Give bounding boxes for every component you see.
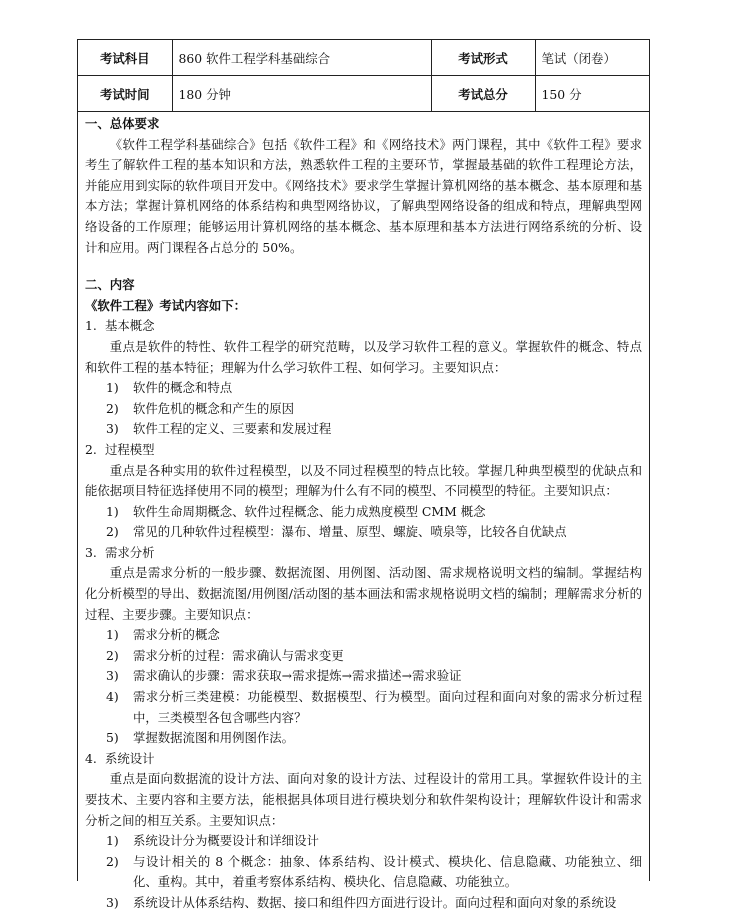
time-label: 考试时间	[78, 76, 172, 112]
knowledge-point	[85, 399, 642, 420]
topic-title: 需求分析	[105, 544, 155, 560]
knowledge-point-text: 系统设计分为概要设计和详细设计	[133, 833, 319, 849]
topic-list	[85, 316, 642, 913]
knowledge-point	[85, 852, 642, 893]
knowledge-point-number: 1)	[106, 503, 119, 519]
knowledge-point	[85, 502, 642, 523]
knowledge-point	[85, 378, 642, 399]
topic-description: 重点是软件的特性、软件工程学的研究范畴，以及学习软件工程的意义。掌握软件的概念、特点和软件工程的基本特征；理解为什么学习软件工程、如何学习。主要知识点：	[85, 338, 642, 375]
topic-heading	[85, 440, 642, 461]
topic-heading	[85, 543, 642, 564]
topic-number: 4.	[85, 750, 97, 766]
knowledge-point-number: 1)	[106, 380, 119, 396]
knowledge-point	[85, 728, 642, 749]
knowledge-point-number: 2)	[106, 400, 119, 416]
knowledge-point	[85, 625, 642, 646]
topic-description: 重点是各种实用的软件过程模型，以及不同过程模型的特点比较。掌握几种典型模型的优缺点和能依据项目特征选择使用不同的模型；理解为什么有不同的模型、不同模型的特征。主要知识点：	[85, 462, 642, 499]
knowledge-point	[85, 666, 642, 687]
score-label: 考试总分	[431, 76, 535, 112]
topic-description: 重点是需求分析的一般步骤、数据流图、用例图、活动图、需求规格说明文档的编制。掌握结构化分析模型的导出、数据流图/用例图/活动图的基本画法和需求规格说明文档的编制；理解需求分析的过程、主要步骤。主要知识点：	[85, 565, 642, 622]
subject-label: 考试科目	[78, 40, 172, 76]
topic-heading	[85, 316, 642, 337]
topic-number: 1.	[85, 318, 97, 334]
knowledge-point-text: 软件危机的概念和产生的原因	[133, 400, 295, 416]
knowledge-point	[85, 893, 642, 914]
knowledge-point-text: 常见的几种软件过程模型：瀑布、增量、原型、螺旋、喷泉等，比较各自优缺点	[133, 524, 567, 540]
topic-title: 基本概念	[105, 318, 155, 334]
knowledge-point-text: 与设计相关的 8 个概念：抽象、体系结构、设计模式、模块化、信息隐藏、功能独立、细化、重构。其中，着重考察体系结构、模块化、信息隐藏、功能独立。	[133, 853, 642, 890]
topic-description: 重点是面向数据流的设计方法、面向对象的设计方法、过程设计的常用工具。掌握软件设计的主要技术、主要内容和主要方法，能根据具体项目进行模块划分和软件架构设计；理解软件设计和需求分析之间的相互关系。主要知识点：	[85, 771, 642, 828]
knowledge-point-number: 4)	[106, 689, 119, 705]
knowledge-point-number: 3)	[106, 421, 119, 437]
syllabus-content	[78, 112, 649, 914]
knowledge-point-number: 5)	[106, 730, 119, 746]
general-requirements-paragraph: 《软件工程学科基础综合》包括《软件工程》和《网络技术》两门课程，其中《软件工程》要求考生了解软件工程的基本知识和方法，熟悉软件工程的主要环节，掌握最基础的软件工程理论方法，并能应用到实际的软件项目开发中。《网络技术》要求学生掌握计算机网络的基本概念、基本原理和基本方法；掌握计算机网络的体系结构和典型网络协议，了解典型网络设备的组成和特点，理解典型网络设备的工作原理；能够运用计算机网络的基本概念、基本原理和基本方法进行网络系统的分析、设计和应用。两门课程各占总分的 50%。	[85, 136, 642, 255]
knowledge-point-text: 软件的概念和特点	[133, 380, 233, 396]
software-engineering-subtitle: 《软件工程》考试内容如下：	[85, 297, 247, 313]
spacer	[85, 258, 642, 275]
knowledge-point	[85, 419, 642, 440]
knowledge-point	[85, 687, 642, 728]
score-value: 150 分	[535, 76, 649, 112]
knowledge-point-number: 2)	[106, 647, 119, 663]
knowledge-point	[85, 831, 642, 852]
knowledge-point-number: 3)	[106, 894, 119, 910]
knowledge-point-text: 需求分析的过程：需求确认与需求变更	[133, 647, 344, 663]
knowledge-point	[85, 522, 642, 543]
form-label: 考试形式	[431, 40, 535, 76]
knowledge-point-number: 1)	[106, 627, 119, 643]
knowledge-point	[85, 646, 642, 667]
topic-title: 系统设计	[105, 750, 155, 766]
exam-info-row	[78, 40, 649, 76]
exam-syllabus-sheet	[77, 39, 650, 910]
knowledge-point-text: 软件生命周期概念、软件过程概念、能力成熟度模型 CMM 概念	[133, 503, 486, 519]
knowledge-point-number: 1)	[106, 833, 119, 849]
knowledge-point-text: 软件工程的定义、三要素和发展过程	[133, 421, 332, 437]
exam-info-row	[78, 76, 649, 112]
section-title-content: 二、内容	[85, 277, 135, 293]
knowledge-point-text: 掌握数据流图和用例图作法。	[133, 730, 295, 746]
exam-info-table	[78, 40, 649, 112]
topic-title: 过程模型	[105, 441, 155, 457]
time-value: 180 分钟	[172, 76, 431, 112]
knowledge-point-number: 2)	[106, 524, 119, 540]
subject-value: 860 软件工程学科基础综合	[172, 40, 431, 76]
form-value: 笔试（闭卷）	[535, 40, 649, 76]
topic-number: 3.	[85, 544, 97, 560]
knowledge-point-text: 系统设计从体系结构、数据、接口和组件四方面进行设计。面向过程和面向对象的系统设	[133, 894, 617, 910]
knowledge-point-text: 需求确认的步骤：需求获取→需求提炼→需求描述→需求验证	[133, 668, 462, 684]
knowledge-point-number: 3)	[106, 668, 119, 684]
section-title-general: 一、总体要求	[85, 116, 160, 131]
topic-number: 2.	[85, 441, 97, 457]
topic-heading	[85, 749, 642, 770]
knowledge-point-text: 需求分析的概念	[133, 627, 220, 643]
knowledge-point-text: 需求分析三类建模：功能模型、数据模型、行为模型。面向过程和面向对象的需求分析过程中，三类模型各包含哪些内容？	[133, 689, 642, 725]
knowledge-point-number: 2)	[106, 853, 119, 869]
